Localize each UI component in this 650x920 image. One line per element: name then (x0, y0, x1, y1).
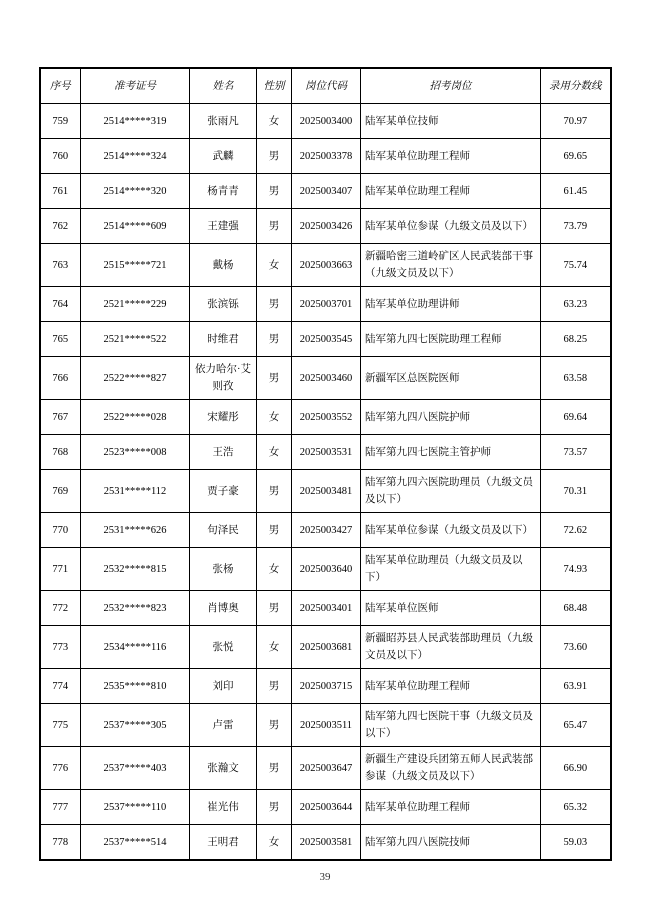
cell-position-code: 2025003644 (292, 790, 361, 825)
cell-seq: 775 (40, 704, 81, 747)
cell-exam-id: 2537*****110 (81, 790, 190, 825)
page-number: 39 (319, 871, 331, 883)
admission-score-table (39, 67, 612, 861)
cell-position: 新疆生产建设兵团第五师人民武装部参谋（九级文员及以下） (361, 747, 541, 790)
cell-position-code: 2025003701 (292, 287, 361, 322)
cell-name: 张滨铄 (190, 287, 257, 322)
table-row (40, 357, 611, 400)
table-row (40, 470, 611, 513)
cell-name: 贾子豪 (190, 470, 257, 513)
cell-position: 陆军某单位助理员（九级文员及以下） (361, 548, 541, 591)
header-position: 招考岗位 (361, 68, 541, 104)
cell-seq: 776 (40, 747, 81, 790)
cell-exam-id: 2535*****810 (81, 669, 190, 704)
cell-name: 句泽民 (190, 513, 257, 548)
cell-score: 65.32 (541, 790, 611, 825)
cell-score: 63.91 (541, 669, 611, 704)
table-row (40, 669, 611, 704)
cell-gender: 男 (257, 357, 292, 400)
table-row (40, 174, 611, 209)
cell-seq: 762 (40, 209, 81, 244)
table-row (40, 322, 611, 357)
cell-score: 63.58 (541, 357, 611, 400)
cell-name: 张杨 (190, 548, 257, 591)
cell-position: 陆军某单位参谋（九级文员及以下） (361, 513, 541, 548)
cell-name: 崔光伟 (190, 790, 257, 825)
cell-score: 63.23 (541, 287, 611, 322)
table-row (40, 790, 611, 825)
cell-seq: 767 (40, 400, 81, 435)
cell-position: 陆军某单位助理工程师 (361, 790, 541, 825)
cell-position: 新疆昭苏县人民武装部助理员（九级文员及以下） (361, 626, 541, 669)
cell-position-code: 2025003640 (292, 548, 361, 591)
cell-score: 73.60 (541, 626, 611, 669)
cell-position-code: 2025003407 (292, 174, 361, 209)
cell-position-code: 2025003531 (292, 435, 361, 470)
cell-name: 戴杨 (190, 244, 257, 287)
cell-gender: 男 (257, 669, 292, 704)
cell-score: 61.45 (541, 174, 611, 209)
cell-score: 69.65 (541, 139, 611, 174)
cell-seq: 771 (40, 548, 81, 591)
cell-position: 新疆军区总医院医师 (361, 357, 541, 400)
cell-seq: 768 (40, 435, 81, 470)
cell-position-code: 2025003681 (292, 626, 361, 669)
header-seq: 序号 (40, 68, 81, 104)
cell-position-code: 2025003427 (292, 513, 361, 548)
cell-score: 66.90 (541, 747, 611, 790)
cell-seq: 770 (40, 513, 81, 548)
header-score: 录用分数线 (541, 68, 611, 104)
cell-name: 张瀚文 (190, 747, 257, 790)
cell-position: 陆军第九四七医院主管护师 (361, 435, 541, 470)
table-row (40, 513, 611, 548)
cell-position: 陆军第九四六医院助理员（九级文员及以下） (361, 470, 541, 513)
cell-exam-id: 2537*****403 (81, 747, 190, 790)
cell-position: 陆军第九四八医院技师 (361, 825, 541, 861)
cell-position: 陆军第九四七医院助理工程师 (361, 322, 541, 357)
cell-position: 陆军某单位助理工程师 (361, 669, 541, 704)
cell-name: 肖博奥 (190, 591, 257, 626)
cell-gender: 男 (257, 704, 292, 747)
cell-exam-id: 2523*****008 (81, 435, 190, 470)
table-row (40, 104, 611, 139)
cell-gender: 男 (257, 322, 292, 357)
cell-position-code: 2025003511 (292, 704, 361, 747)
cell-seq: 772 (40, 591, 81, 626)
table-row (40, 825, 611, 861)
cell-exam-id: 2531*****626 (81, 513, 190, 548)
cell-position: 陆军某单位技师 (361, 104, 541, 139)
cell-score: 74.93 (541, 548, 611, 591)
cell-gender: 女 (257, 548, 292, 591)
cell-gender: 女 (257, 244, 292, 287)
cell-name: 王建强 (190, 209, 257, 244)
cell-score: 75.74 (541, 244, 611, 287)
cell-exam-id: 2514*****609 (81, 209, 190, 244)
cell-position: 陆军某单位助理工程师 (361, 139, 541, 174)
cell-score: 73.79 (541, 209, 611, 244)
cell-score: 65.47 (541, 704, 611, 747)
cell-name: 张雨凡 (190, 104, 257, 139)
cell-position-code: 2025003545 (292, 322, 361, 357)
table-row (40, 209, 611, 244)
cell-gender: 男 (257, 591, 292, 626)
cell-seq: 773 (40, 626, 81, 669)
cell-position-code: 2025003378 (292, 139, 361, 174)
cell-name: 宋耀彤 (190, 400, 257, 435)
cell-position: 陆军某单位参谋（九级文员及以下） (361, 209, 541, 244)
cell-gender: 女 (257, 400, 292, 435)
cell-position: 新疆哈密三道岭矿区人民武装部干事（九级文员及以下） (361, 244, 541, 287)
table-row (40, 747, 611, 790)
cell-position-code: 2025003552 (292, 400, 361, 435)
cell-exam-id: 2521*****229 (81, 287, 190, 322)
cell-position: 陆军某单位医师 (361, 591, 541, 626)
cell-gender: 男 (257, 747, 292, 790)
cell-exam-id: 2514*****324 (81, 139, 190, 174)
cell-seq: 766 (40, 357, 81, 400)
cell-gender: 男 (257, 209, 292, 244)
table-row (40, 548, 611, 591)
cell-exam-id: 2534*****116 (81, 626, 190, 669)
cell-score: 69.64 (541, 400, 611, 435)
cell-seq: 763 (40, 244, 81, 287)
table-row (40, 435, 611, 470)
cell-exam-id: 2522*****827 (81, 357, 190, 400)
cell-exam-id: 2522*****028 (81, 400, 190, 435)
cell-seq: 769 (40, 470, 81, 513)
cell-exam-id: 2537*****514 (81, 825, 190, 861)
table-row (40, 400, 611, 435)
cell-exam-id: 2514*****320 (81, 174, 190, 209)
cell-position-code: 2025003581 (292, 825, 361, 861)
cell-name: 武麟 (190, 139, 257, 174)
cell-seq: 765 (40, 322, 81, 357)
cell-exam-id: 2521*****522 (81, 322, 190, 357)
cell-exam-id: 2532*****815 (81, 548, 190, 591)
cell-gender: 男 (257, 790, 292, 825)
cell-gender: 男 (257, 174, 292, 209)
table-row (40, 287, 611, 322)
cell-gender: 男 (257, 470, 292, 513)
cell-position: 陆军某单位助理工程师 (361, 174, 541, 209)
cell-position-code: 2025003647 (292, 747, 361, 790)
cell-score: 68.48 (541, 591, 611, 626)
cell-position-code: 2025003663 (292, 244, 361, 287)
cell-name: 杨青青 (190, 174, 257, 209)
header-position-code: 岗位代码 (292, 68, 361, 104)
header-name: 姓名 (190, 68, 257, 104)
cell-position-code: 2025003401 (292, 591, 361, 626)
cell-exam-id: 2514*****319 (81, 104, 190, 139)
cell-gender: 男 (257, 287, 292, 322)
cell-position-code: 2025003460 (292, 357, 361, 400)
cell-name: 时维君 (190, 322, 257, 357)
cell-exam-id: 2515*****721 (81, 244, 190, 287)
cell-gender: 男 (257, 513, 292, 548)
cell-gender: 女 (257, 435, 292, 470)
header-gender: 性别 (257, 68, 292, 104)
cell-exam-id: 2537*****305 (81, 704, 190, 747)
cell-score: 70.97 (541, 104, 611, 139)
header-exam-id: 准考证号 (81, 68, 190, 104)
table-row (40, 244, 611, 287)
cell-exam-id: 2532*****823 (81, 591, 190, 626)
cell-name: 依力哈尔·艾则孜 (190, 357, 257, 400)
cell-seq: 759 (40, 104, 81, 139)
cell-position-code: 2025003481 (292, 470, 361, 513)
cell-seq: 761 (40, 174, 81, 209)
cell-seq: 764 (40, 287, 81, 322)
cell-position: 陆军第九四八医院护师 (361, 400, 541, 435)
cell-seq: 778 (40, 825, 81, 861)
table-header-row (40, 68, 611, 104)
cell-seq: 760 (40, 139, 81, 174)
cell-name: 王明君 (190, 825, 257, 861)
cell-name: 张悦 (190, 626, 257, 669)
cell-score: 70.31 (541, 470, 611, 513)
cell-score: 59.03 (541, 825, 611, 861)
cell-position-code: 2025003400 (292, 104, 361, 139)
cell-gender: 女 (257, 825, 292, 861)
cell-position: 陆军第九四七医院干事（九级文员及以下） (361, 704, 541, 747)
cell-gender: 女 (257, 626, 292, 669)
cell-gender: 男 (257, 139, 292, 174)
table-row (40, 591, 611, 626)
cell-exam-id: 2531*****112 (81, 470, 190, 513)
cell-seq: 777 (40, 790, 81, 825)
cell-name: 王浩 (190, 435, 257, 470)
cell-score: 72.62 (541, 513, 611, 548)
table-row (40, 139, 611, 174)
table-row (40, 626, 611, 669)
cell-position-code: 2025003715 (292, 669, 361, 704)
cell-name: 刘印 (190, 669, 257, 704)
cell-position-code: 2025003426 (292, 209, 361, 244)
cell-seq: 774 (40, 669, 81, 704)
cell-name: 卢雷 (190, 704, 257, 747)
cell-position: 陆军某单位助理讲师 (361, 287, 541, 322)
cell-score: 73.57 (541, 435, 611, 470)
table-row (40, 704, 611, 747)
cell-gender: 女 (257, 104, 292, 139)
cell-score: 68.25 (541, 322, 611, 357)
